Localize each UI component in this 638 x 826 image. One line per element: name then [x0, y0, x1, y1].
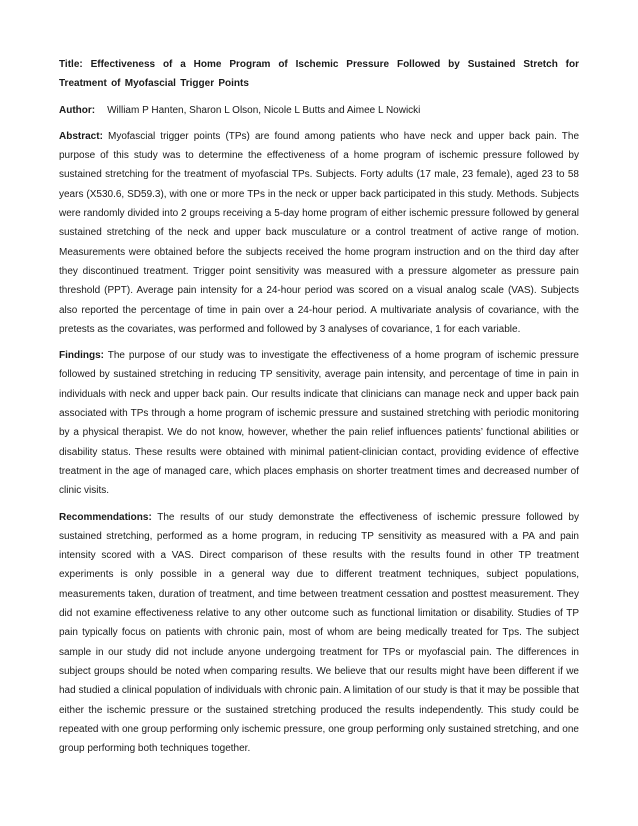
author-line [59, 101, 579, 120]
findings-section [59, 346, 579, 500]
document-title [59, 55, 579, 94]
document-page [59, 55, 579, 765]
author-text: William P Hanten, Sharon L Olson, Nicole L Butts and Aimee L Nowicki [107, 104, 421, 116]
recommendations-text: The results of our study demonstrate the effectiveness of ischemic pressure followed by sustained stretching, performed as a home program, in reducing TP sensitivity as measured with a PA and pain intensity scored with a VAS. Direct comparison of these results with the results found in other TP treatment experiments is only possible in a general way due to different treatment techniques, subject populations, measurements taken, duration of treatment, and time between treatment cessation and posttest measurement. They did not examine effectiveness relative to any other outcome such as functional limitation or disability. Studies of TP pain typically focus on patients with chronic pain, most of whom are being medically treated for Tps. The subject sample in our study did not include anyone undergoing treatment for TPs or myofascial pain. The differences in subject groups should be noted when comparing results. We believe that our results might have been different if we had studied a clinical population of individuals with chronic pain. A limitation of our study is that it may be possible that either the ischemic pressure or the sustained stretching produced the results independently. This study could be repeated with one group performing only ischemic pressure, one group performing only sustained stretching, and one group performing both techniques together. [59, 511, 579, 755]
abstract-section [59, 127, 579, 339]
findings-text: The purpose of our study was to investigate the effectiveness of a home program of ischemic pressure followed by sustained stretching in reducing TP sensitivity, average pain intensity, and percentage of time in pain in individuals with neck and upper back pain. Our results indicate that clinicians can manage neck and upper back pain associated with TPs through a home program of ischemic pressure and sustained stretching with periodic monitoring by a physical therapist. We do not know, however, whether the pain relief influences patients’ functional abilities or disability status. These results were obtained with minimal patient-clinician contact, providing evidence of effective treatment in the age of managed care, which places emphasis on shorter treatment times and decreased number of clinic visits. [59, 350, 579, 497]
recommendations-section [59, 508, 579, 759]
title-text: Effectiveness of a Home Program of Ischemic Pressure Followed by Sustained Stretch for Treatment of Myofascial Trigger Points [59, 59, 580, 90]
title-label: Title: [59, 59, 83, 70]
abstract-text: Myofascial trigger points (TPs) are found among patients who have neck and upper back pain. The purpose of this study was to determine the effectiveness of a home program of ischemic pressure followed by sustained stretching for the treatment of myofascial TPs. Subjects. Forty adults (17 male, 23 female), aged 23 to 58 years (X530.6, SD59.3), with one or more TPs in the neck or upper back participated in this study. Methods. Subjects were randomly divided into 2 groups receiving a 5-day home program of either ischemic pressure followed by general sustained stretching of the neck and upper back musculature or a control treatment of active range of motion. Measurements were obtained before the subjects received the home program instruction and on the third day after they discontinued treatment. Trigger point sensitivity was measured with a pressure algometer as pressure pain threshold (PPT). Average pain intensity for a 24-hour period was scored on a visual analog scale (VAS). Subjects also reported the percentage of time in pain over a 24-hour period. A multivariate analysis of covariance, with the pretests as the covariates, was performed and followed by 3 analyses of covariance, 1 for each variable. [59, 130, 580, 335]
abstract-label: Abstract: [59, 130, 103, 142]
recommendations-label: Recommendations: [59, 511, 152, 523]
findings-label: Findings: [59, 350, 104, 362]
author-label: Author: [59, 104, 96, 116]
